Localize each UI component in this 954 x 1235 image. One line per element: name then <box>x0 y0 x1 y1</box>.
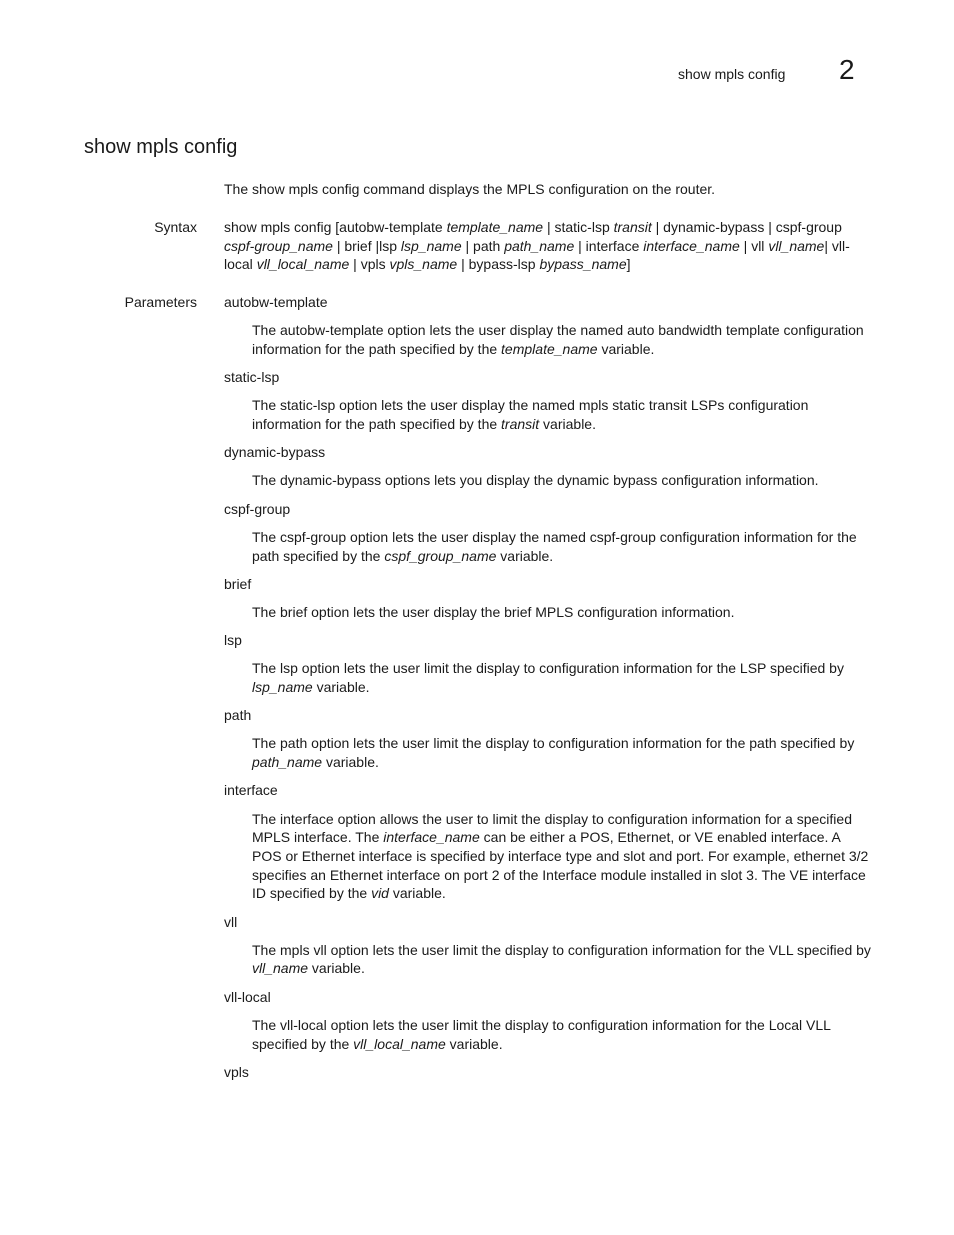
parameter-description-text: variable. <box>322 754 379 771</box>
parameter-term: autobw-template <box>224 294 328 310</box>
parameter-description-text: The dynamic-bypass options lets you display the dynamic bypass configuration information. <box>252 472 819 489</box>
intro-paragraph: The show mpls config command displays the MPLS configuration on the router. <box>224 181 716 197</box>
parameter-term: static-lsp <box>224 369 280 386</box>
parameters-list <box>224 293 874 1091</box>
parameter-description-variable: path_name <box>252 754 323 771</box>
parameter-description-text: variable. <box>597 340 655 357</box>
parameter-description <box>252 734 872 771</box>
parameter-description <box>252 396 872 433</box>
syntax-text: | vpls <box>349 256 390 273</box>
chapter-number: 2 <box>839 54 855 85</box>
syntax-text: | bypass-lsp <box>457 256 540 273</box>
parameter-description <box>252 810 872 904</box>
syntax-text: ] <box>626 256 631 273</box>
parameter-description-text: variable. <box>445 1035 503 1052</box>
parameter-description <box>252 321 872 358</box>
parameter-term: brief <box>224 575 252 592</box>
parameter-description-text: The lsp option lets the user limit the display to configuration information for the LSP specified by <box>252 660 844 677</box>
parameter-description-variable: vll_name <box>252 960 309 977</box>
parameter-term: vpls <box>224 1063 249 1080</box>
syntax-text <box>224 218 874 274</box>
syntax-variable: vll_local_name <box>256 256 350 273</box>
syntax-text: | static-lsp <box>543 219 614 235</box>
syntax-text: | vll <box>739 237 769 254</box>
syntax-variable: interface_name <box>643 237 740 254</box>
parameter-term: cspf-group <box>224 500 291 517</box>
parameter-description-text: variable. <box>388 885 446 902</box>
section-title: show mpls config <box>84 136 238 158</box>
syntax-variable: vpls_name <box>389 256 458 273</box>
parameter-term: dynamic-bypass <box>224 444 326 461</box>
parameter-description-text: The vll-local option lets the user limit the display to configuration information for the Local VLL specified by the <box>252 1016 831 1052</box>
parameter-description-text: The interface option allows the user to limit the display to configuration information for a specified MPLS interface. The <box>252 810 852 846</box>
syntax-text: | vll-local <box>224 237 850 273</box>
header-title: show mpls config <box>678 66 786 82</box>
parameter-description <box>252 528 872 565</box>
parameter-description <box>252 471 872 490</box>
parameter-description-text: variable. <box>308 960 365 977</box>
parameter-description-text: The brief option lets the user display the brief MPLS configuration information. <box>252 603 735 620</box>
parameter-term: path <box>224 707 252 724</box>
syntax-variable: transit <box>613 219 652 235</box>
parameter-description-variable: template_name <box>501 340 598 357</box>
parameter-term: vll-local <box>224 988 271 1005</box>
parameter-description <box>252 659 872 696</box>
parameter-description <box>252 603 872 622</box>
syntax-variable: cspf-group_name <box>224 237 333 254</box>
syntax-text: | brief |lsp <box>332 237 401 254</box>
syntax-text: | interface <box>574 237 644 254</box>
parameters-label: Parameters <box>124 294 197 310</box>
parameter-description-text: The static-lsp option lets the user display the named mpls static transit LSPs configuration information for the path specified by the <box>252 397 809 433</box>
syntax-label: Syntax <box>154 219 197 235</box>
parameter-description-variable: lsp_name <box>252 679 313 696</box>
parameter-description-variable: interface_name <box>383 829 480 846</box>
parameter-description-text: The mpls vll option lets the user limit the display to configuration information for the VLL specified by <box>252 941 871 958</box>
syntax-variable: lsp_name <box>400 237 462 254</box>
parameter-description-text: The cspf-group option lets the user display the named cspf-group configuration information for the path specified by the <box>252 528 857 564</box>
parameter-term: lsp <box>224 632 242 649</box>
parameter-description-text: variable. <box>312 679 370 696</box>
syntax-variable: bypass_name <box>539 256 627 273</box>
parameter-description-variable: cspf_group_name <box>384 547 497 564</box>
syntax-text: | path <box>461 237 505 254</box>
syntax-text: | dynamic-bypass | cspf-group <box>651 219 842 235</box>
parameter-description-text: The path option lets the user limit the display to configuration information for the path specified by <box>252 735 855 752</box>
parameter-description-variable: transit <box>501 416 540 433</box>
syntax-text: show mpls config [autobw-template <box>224 219 447 235</box>
parameter-description-text: can be either a POS, Ethernet, or VE enabled interface. A POS or Ethernet interface is specified by interface type and slot and port. For example, ethernet 3/2 specifies an Ethernet interface on port 2 of the Interface module installed in slot 3. The VE interface ID specified by the <box>252 829 869 902</box>
parameter-description <box>252 941 872 978</box>
parameter-description <box>252 1016 872 1053</box>
parameter-term: vll <box>224 913 238 930</box>
syntax-variable: template_name <box>446 219 544 235</box>
parameter-description-variable: vll_local_name <box>353 1035 446 1052</box>
syntax-variable: vll_name <box>768 237 825 254</box>
syntax-variable: path_name <box>504 237 575 254</box>
parameter-term: interface <box>224 782 278 799</box>
parameter-description-text: variable. <box>539 416 596 433</box>
parameter-description-text: The autobw-template option lets the user display the named auto bandwidth template configuration information for the path specified by the <box>252 322 864 357</box>
parameter-description-text: variable. <box>496 547 554 564</box>
parameter-description-variable: vid <box>371 885 389 902</box>
